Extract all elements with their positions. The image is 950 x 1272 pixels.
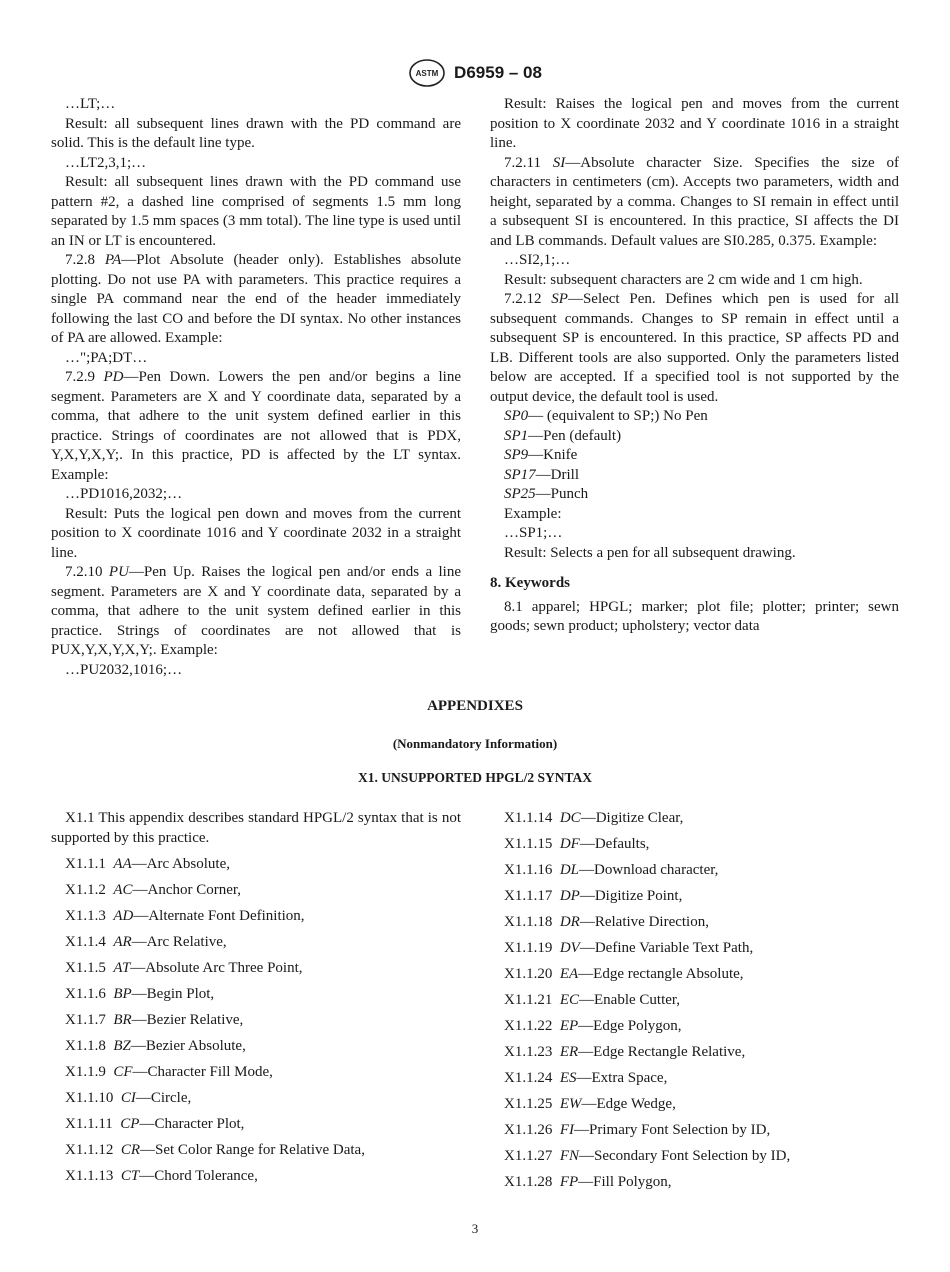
- command-description: —Character Plot,: [139, 1115, 245, 1132]
- paragraph-text: …LT;…: [65, 96, 116, 112]
- list-item: [490, 939, 899, 959]
- command-code: AT: [113, 959, 131, 976]
- paragraph: [490, 407, 899, 427]
- list-item: [490, 835, 899, 855]
- item-number: X1.1.7: [65, 1011, 106, 1028]
- clause-number: 7.2.12: [504, 291, 552, 307]
- paragraph: [490, 95, 899, 154]
- paragraph-text: Result: subsequent characters are 2 cm wide and 1 cm high.: [504, 271, 863, 288]
- appendix-x1-title: X1. UNSUPPORTED HPGL/2 SYNTAX: [357, 770, 593, 785]
- item-number: X1.1.15: [504, 836, 553, 852]
- command-code: DV: [559, 940, 580, 956]
- item-number: X1.1.10: [65, 1089, 114, 1106]
- command-description: —Alternate Font Definition,: [133, 907, 305, 924]
- command-code: SP0: [504, 408, 529, 424]
- command-code: AC: [113, 881, 133, 898]
- command-description: —Edge Polygon,: [578, 1018, 682, 1034]
- paragraph-text: — (equivalent to SP;) No Pen: [528, 408, 708, 424]
- command-code: EW: [559, 1096, 582, 1112]
- list-item: [51, 1089, 461, 1109]
- right-column: [490, 95, 899, 637]
- item-number: X1.1.11: [65, 1115, 113, 1132]
- paragraph: [51, 368, 461, 485]
- command-code: BP: [113, 985, 132, 1002]
- paragraph: [490, 271, 899, 291]
- item-number: X1.1.4: [65, 933, 106, 950]
- command-code: FN: [559, 1148, 580, 1164]
- paragraph: [490, 427, 899, 447]
- command-code: BR: [113, 1011, 132, 1028]
- paragraph: [490, 446, 899, 466]
- command-description: —Download character,: [579, 862, 719, 878]
- command-code: DP: [559, 888, 580, 904]
- command-description: —Fill Polygon,: [578, 1174, 672, 1190]
- paragraph-text: Result: Raises the logical pen and moves from the current position to X coordinate 2032 and Y coordinate 1016 in a straight line.: [490, 96, 899, 151]
- command-description: —Extra Space,: [576, 1070, 668, 1086]
- command-description: —Bezier Relative,: [131, 1011, 244, 1028]
- page-header: [0, 58, 950, 88]
- command-code: CR: [120, 1141, 141, 1158]
- paragraph: [51, 251, 461, 349]
- command-code: SP9: [504, 447, 529, 463]
- paragraph: [490, 485, 899, 505]
- command-description: —Set Color Range for Relative Data,: [140, 1141, 365, 1158]
- paragraph-text: —Pen Down. Lowers the pen and/or begins a line segment. Parameters are X and Y coordinate data, separated by a comma, that adhere to the unit system defined earlier in this practice. Strings of coordinates are not allowed that is PDX, Y,X,Y,X,Y;. In this practice, PD is affected by the LT syntax. Example:: [51, 369, 461, 483]
- item-number: X1.1.26: [504, 1122, 553, 1138]
- paragraph: [51, 563, 461, 661]
- item-number: X1.1.18: [504, 914, 553, 930]
- paragraph: [51, 115, 461, 154]
- command-description: —Primary Font Selection by ID,: [574, 1122, 771, 1138]
- clause-number: 7.2.8: [65, 252, 105, 268]
- command-description: —Chord Tolerance,: [139, 1167, 258, 1184]
- item-number: X1.1.9: [65, 1063, 106, 1080]
- list-item: [490, 861, 899, 881]
- item-number: X1.1.6: [65, 985, 106, 1002]
- item-number: X1.1.8: [65, 1037, 106, 1054]
- paragraph-text: Result: Selects a pen for all subsequent drawing.: [504, 544, 796, 561]
- paragraph-text: …PD1016,2032;…: [65, 486, 183, 502]
- list-item: [51, 1037, 461, 1057]
- command-code: FI: [559, 1122, 575, 1138]
- command-description: —Edge Rectangle Relative,: [578, 1044, 746, 1060]
- list-item: [490, 991, 899, 1011]
- list-item: [490, 1095, 899, 1115]
- command-description: —Absolute Arc Three Point,: [130, 959, 303, 976]
- paragraph: [51, 485, 461, 505]
- item-number: X1.1.12: [65, 1141, 114, 1158]
- command-code: PU: [108, 564, 129, 580]
- item-number: X1.1.17: [504, 888, 553, 904]
- command-description: —Circle,: [135, 1089, 192, 1106]
- item-number: X1.1.1: [65, 855, 106, 872]
- command-code: AR: [113, 933, 132, 950]
- paragraph-text: Result: all subsequent lines drawn with the PD command are solid. This is the default line type.: [51, 115, 461, 151]
- command-code: PA: [104, 252, 122, 268]
- paragraph-text: —Absolute character Size. Specifies the size of characters in centimeters (cm). Accepts two parameters, width and height, separated by a comma. Changes to SI remain in effect until a subsequent SI is encountered. In this practice, SI affects the DI and LB commands. Default values are SI0.285, 0.375. Example:: [490, 154, 899, 249]
- item-number: X1.1.27: [504, 1148, 553, 1164]
- appendix-right-column: [490, 809, 899, 1199]
- command-code: EC: [559, 992, 580, 1008]
- paragraph-text: …SP1;…: [504, 525, 563, 541]
- list-item: [51, 1011, 461, 1031]
- clause-number: 7.2.9: [65, 369, 104, 385]
- paragraph-text: …SI2,1;…: [504, 252, 571, 268]
- item-number: X1.1.16: [504, 862, 553, 878]
- item-number: X1.1.13: [65, 1167, 114, 1184]
- paragraph-text: 8. Keywords: [490, 575, 570, 591]
- command-code: SI: [552, 154, 566, 171]
- paragraph: [51, 661, 461, 681]
- paragraph-text: —Knife: [528, 447, 578, 463]
- command-code: DR: [559, 914, 580, 930]
- paragraph: [490, 251, 899, 271]
- appendix-subtitle: (Nonmandatory Information): [392, 736, 558, 751]
- paragraph-text: …LT2,3,1;…: [65, 154, 147, 171]
- paragraph: [490, 290, 899, 407]
- list-item: [490, 809, 899, 829]
- command-code: FP: [559, 1174, 579, 1190]
- paragraph-text: Result: all subsequent lines drawn with the PD command use pattern #2, a dashed line comprised of segments 1.5 mm long separated by 1.5 mm spaces (3 mm total). The line type is used until an IN or LT is encountered.: [51, 174, 461, 249]
- command-code: SP: [551, 291, 568, 307]
- item-number: X1.1.3: [65, 907, 106, 924]
- paragraph-text: —Select Pen. Defines which pen is used for all subsequent commands. Changes to SP remain in effect until a subsequent SP is encountered. In this practice, SP affects PD and LB. Different tools are also supported. Only the parameters listed below are accepted. If a specified tool is not supported by the output device, the default tool is used.: [490, 291, 899, 405]
- command-code: ES: [559, 1070, 577, 1086]
- command-code: CI: [120, 1089, 136, 1106]
- item-number: X1.1.19: [504, 940, 553, 956]
- list-item: [51, 933, 461, 953]
- command-code: DF: [559, 836, 580, 852]
- item-number: X1.1.14: [504, 810, 553, 826]
- paragraph-text: —Plot Absolute (header only). Establishes absolute plotting. Do not use PA with parameters. This practice requires a single PA command near the end of the header immediately following the last CO and before the DI syntax. No other instances of PA are allowed. Example:: [51, 252, 461, 346]
- section-heading: [490, 574, 899, 594]
- astm-logo-icon: [408, 58, 446, 88]
- paragraph: [490, 524, 899, 544]
- paragraph: [490, 154, 899, 252]
- list-item: [490, 1147, 899, 1167]
- command-description: —Bezier Absolute,: [130, 1037, 246, 1054]
- command-description: —Digitize Clear,: [580, 810, 684, 826]
- command-description: —Anchor Corner,: [132, 881, 242, 898]
- item-number: X1.1.5: [65, 959, 106, 976]
- command-description: —Begin Plot,: [131, 985, 215, 1002]
- appendix-left-column: [51, 809, 461, 1193]
- list-item: [490, 1173, 899, 1193]
- item-number: X1.1.21: [504, 992, 553, 1008]
- command-description: —Defaults,: [579, 836, 650, 852]
- list-item: [51, 959, 461, 979]
- item-number: X1.1.20: [504, 966, 553, 982]
- paragraph-text: …";PA;DT…: [65, 349, 148, 366]
- item-number: X1.1.24: [504, 1070, 553, 1086]
- paragraph-text: —Pen Up. Raises the logical pen and/or ends a line segment. Parameters are X and Y coordinate data, separated by a comma, that adhere to the unit system defined earlier in this practice. Strings of coordinates are not allowed that is PUX,Y,X,Y,X,Y;. Example:: [51, 564, 462, 658]
- command-description: —Define Variable Text Path,: [579, 940, 754, 956]
- clause-number: 7.2.10: [65, 564, 109, 580]
- paragraph: [51, 349, 461, 369]
- paragraph: [51, 95, 461, 115]
- command-description: —Edge rectangle Absolute,: [578, 966, 744, 982]
- appendix-intro: X1.1 This appendix describes standard HPGL/2 syntax that is not supported by this practice.: [51, 810, 461, 846]
- list-item: [490, 1121, 899, 1141]
- list-item: [490, 1017, 899, 1037]
- command-code: EA: [559, 966, 579, 982]
- paragraph-text: Example:: [504, 505, 562, 522]
- command-code: CP: [120, 1115, 140, 1132]
- command-description: —Digitize Point,: [579, 888, 683, 904]
- command-code: ER: [559, 1044, 579, 1060]
- paragraph-text: Result: Puts the logical pen down and moves from the current position to X coordinate 1016 and Y coordinate 2032 in a straight line.: [51, 505, 461, 561]
- list-item: [51, 1167, 461, 1187]
- command-code: BZ: [113, 1037, 131, 1054]
- list-item: [490, 965, 899, 985]
- paragraph-text: …PU2032,1016;…: [65, 661, 183, 678]
- command-code: AA: [113, 855, 132, 872]
- command-code: EP: [559, 1018, 579, 1034]
- list-item: [490, 887, 899, 907]
- paragraph: [51, 154, 461, 174]
- command-description: —Character Fill Mode,: [132, 1063, 273, 1080]
- command-description: —Arc Relative,: [131, 933, 227, 950]
- command-code: CF: [113, 1063, 133, 1080]
- list-item: [51, 1141, 461, 1161]
- list-item: [51, 881, 461, 901]
- page-number: 3: [471, 1221, 479, 1236]
- paragraph-text: —Punch: [535, 486, 589, 502]
- paragraph: [490, 466, 899, 486]
- command-description: —Arc Absolute,: [131, 855, 230, 872]
- paragraph-text: 8.1 apparel; HPGL; marker; plot file; plotter; printer; sewn goods; sewn product; upholstery; vector data: [490, 598, 899, 634]
- item-number: X1.1.28: [504, 1174, 553, 1190]
- command-code: PD: [103, 369, 124, 385]
- list-item: [51, 985, 461, 1005]
- item-number: X1.1.25: [504, 1096, 553, 1112]
- command-code: SP25: [504, 486, 536, 502]
- command-description: —Relative Direction,: [579, 914, 709, 930]
- command-code: CT: [120, 1167, 140, 1184]
- paragraph: [490, 505, 899, 525]
- left-column: [51, 95, 461, 680]
- list-item: [490, 913, 899, 933]
- item-number: X1.1.23: [504, 1044, 553, 1060]
- command-code: DL: [559, 862, 580, 878]
- command-code: AD: [113, 907, 134, 924]
- paragraph-text: —Pen (default): [528, 427, 622, 444]
- list-item: [51, 1063, 461, 1083]
- paragraph: [51, 505, 461, 564]
- list-item: [51, 907, 461, 927]
- item-number: X1.1.2: [65, 881, 106, 898]
- paragraph: [490, 598, 899, 637]
- svg-text:ASTM: ASTM: [415, 69, 439, 78]
- list-item: [51, 1115, 461, 1135]
- paragraph-text: —Drill: [535, 466, 580, 483]
- command-code: DC: [559, 810, 581, 826]
- command-description: —Enable Cutter,: [579, 992, 681, 1008]
- paragraph: [490, 544, 899, 564]
- command-description: —Secondary Font Selection by ID,: [579, 1148, 791, 1164]
- document-number: D6959 – 08: [454, 63, 542, 82]
- list-item: [490, 1043, 899, 1063]
- command-description: —Edge Wedge,: [581, 1096, 676, 1112]
- clause-number: 7.2.11: [504, 154, 553, 171]
- paragraph: [51, 173, 461, 251]
- command-code: SP1: [504, 427, 529, 444]
- list-item: [490, 1069, 899, 1089]
- appendix-title: APPENDIXES: [427, 698, 523, 714]
- list-item: [51, 855, 461, 875]
- command-code: SP17: [504, 466, 536, 483]
- item-number: X1.1.22: [504, 1018, 553, 1034]
